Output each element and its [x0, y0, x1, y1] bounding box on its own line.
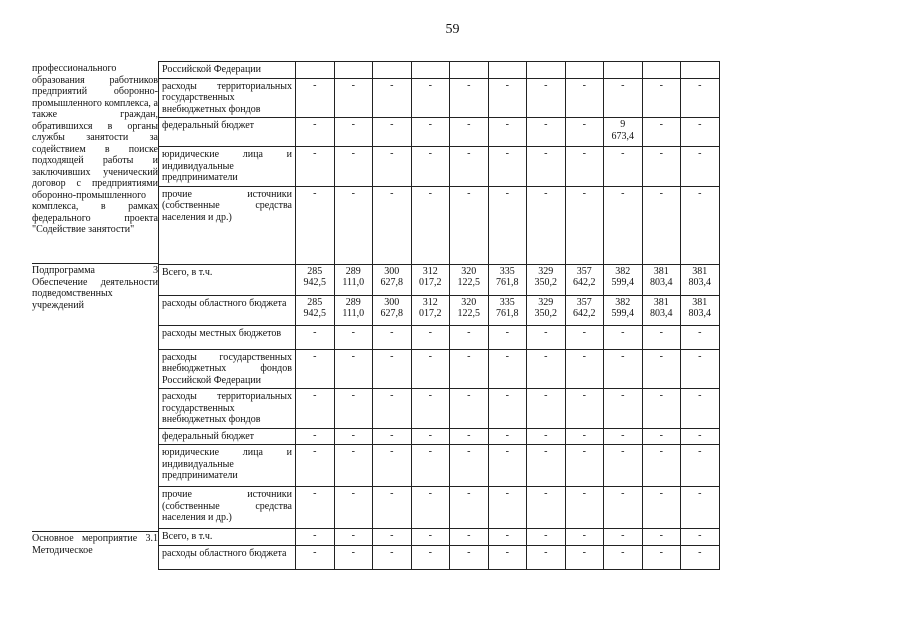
funding-source-cell: прочие источники (собственные средства населения и др.) [159, 487, 296, 529]
value-cell [488, 62, 527, 79]
value-cell: - [296, 445, 335, 487]
value-cell: - [296, 389, 335, 429]
value-cell: - [527, 428, 566, 445]
table-row [159, 264, 720, 295]
value-cell: - [450, 529, 489, 546]
funding-source-cell: Российской Федерации [159, 62, 296, 79]
value-cell: - [681, 545, 720, 569]
value-cell: - [565, 325, 604, 349]
value-cell: - [373, 147, 412, 187]
value-cell: - [373, 445, 412, 487]
funding-source-cell: расходы местных бюджетов [159, 325, 296, 349]
value-cell: - [411, 349, 450, 389]
value-cell: - [604, 445, 643, 487]
value-cell: - [527, 487, 566, 529]
value-cell: - [642, 118, 681, 147]
value-cell: - [565, 78, 604, 118]
value-cell: - [411, 445, 450, 487]
value-cell: - [411, 389, 450, 429]
funding-source-cell: расходы областного бюджета [159, 545, 296, 569]
value-cell: - [604, 529, 643, 546]
value-cell: - [527, 529, 566, 546]
value-cell: - [450, 445, 489, 487]
value-cell: - [642, 445, 681, 487]
value-cell: - [373, 389, 412, 429]
value-cell: - [411, 428, 450, 445]
value-cell: 312 017,2 [411, 264, 450, 295]
value-cell: - [334, 445, 373, 487]
table-row [159, 62, 720, 79]
value-cell: - [488, 186, 527, 264]
value-cell: - [604, 147, 643, 187]
table-row [159, 147, 720, 187]
funding-source-cell: Всего, в т.ч. [159, 264, 296, 295]
value-cell: - [488, 147, 527, 187]
value-cell: - [373, 487, 412, 529]
value-cell: - [334, 349, 373, 389]
value-cell: - [488, 487, 527, 529]
value-cell: 329 350,2 [527, 295, 566, 325]
page-number: 59 [445, 22, 460, 37]
value-cell: - [450, 78, 489, 118]
value-cell: - [642, 389, 681, 429]
program-title: Основное мероприятие 3.1 Методическое [32, 533, 158, 556]
table-row [159, 389, 720, 429]
table-row [159, 186, 720, 264]
value-cell: - [334, 529, 373, 546]
value-cell: - [488, 445, 527, 487]
value-cell: 381 803,4 [681, 295, 720, 325]
value-cell: - [296, 349, 335, 389]
value-cell: - [296, 487, 335, 529]
value-cell: - [681, 78, 720, 118]
funding-source-cell: расходы государственных внебюджетных фондов Российской Федерации [159, 349, 296, 389]
budget-table [158, 61, 720, 570]
table-row [159, 428, 720, 445]
value-cell: - [450, 487, 489, 529]
value-cell: - [565, 529, 604, 546]
value-cell: - [488, 325, 527, 349]
value-cell: - [681, 428, 720, 445]
value-cell: - [642, 147, 681, 187]
value-cell: - [411, 529, 450, 546]
value-cell: 312 017,2 [411, 295, 450, 325]
value-cell: - [565, 445, 604, 487]
value-cell: - [411, 78, 450, 118]
value-cell: - [450, 186, 489, 264]
table-row [159, 118, 720, 147]
value-cell: - [604, 186, 643, 264]
value-cell: - [488, 428, 527, 445]
value-cell: - [527, 545, 566, 569]
value-cell: - [681, 186, 720, 264]
table-row [159, 78, 720, 118]
funding-source-cell: расходы территориальных государственных внебюджетных фондов [159, 78, 296, 118]
value-cell: - [642, 545, 681, 569]
value-cell: - [488, 78, 527, 118]
funding-source-cell: юридические лица и индивидуальные предприниматели [159, 147, 296, 187]
value-cell: - [642, 487, 681, 529]
value-cell: - [527, 325, 566, 349]
value-cell: - [681, 529, 720, 546]
value-cell: - [411, 118, 450, 147]
table-row [159, 529, 720, 546]
value-cell: - [565, 428, 604, 445]
value-cell: - [604, 545, 643, 569]
value-cell: - [373, 529, 412, 546]
funding-source-cell: расходы территориальных государственных внебюджетных фондов [159, 389, 296, 429]
value-cell: - [373, 78, 412, 118]
value-cell: - [681, 487, 720, 529]
value-cell: - [642, 349, 681, 389]
value-cell: - [604, 389, 643, 429]
value-cell [565, 62, 604, 79]
value-cell: 335 761,8 [488, 264, 527, 295]
funding-source-cell: федеральный бюджет [159, 118, 296, 147]
value-cell: - [450, 118, 489, 147]
funding-source-cell: прочие источники (собственные средства населения и др.) [159, 186, 296, 264]
value-cell: - [373, 349, 412, 389]
value-cell: 289 111,0 [334, 295, 373, 325]
value-cell: - [411, 325, 450, 349]
table-row [159, 349, 720, 389]
value-cell: 357 642,2 [565, 264, 604, 295]
value-cell: - [604, 325, 643, 349]
value-cell: 382 599,4 [604, 264, 643, 295]
value-cell: - [334, 428, 373, 445]
value-cell: 285 942,5 [296, 264, 335, 295]
value-cell: - [565, 545, 604, 569]
value-cell: - [334, 487, 373, 529]
value-cell: 329 350,2 [527, 264, 566, 295]
value-cell: - [411, 186, 450, 264]
value-cell: - [527, 445, 566, 487]
table-row [159, 325, 720, 349]
value-cell: 320 122,5 [450, 264, 489, 295]
value-cell: - [681, 349, 720, 389]
table-row [159, 545, 720, 569]
value-cell: 357 642,2 [565, 295, 604, 325]
value-cell: - [565, 349, 604, 389]
funding-source-cell: федеральный бюджет [159, 428, 296, 445]
value-cell: 289 111,0 [334, 264, 373, 295]
value-cell: - [527, 186, 566, 264]
value-cell: - [565, 487, 604, 529]
value-cell: - [565, 118, 604, 147]
value-cell: - [411, 545, 450, 569]
value-cell [411, 62, 450, 79]
row-divider [32, 531, 158, 532]
value-cell [681, 62, 720, 79]
funding-source-cell: Всего, в т.ч. [159, 529, 296, 546]
value-cell: - [527, 389, 566, 429]
value-cell [334, 62, 373, 79]
value-cell: - [488, 529, 527, 546]
value-cell: - [373, 325, 412, 349]
value-cell: - [334, 78, 373, 118]
value-cell: - [681, 147, 720, 187]
value-cell: - [681, 325, 720, 349]
value-cell: - [527, 349, 566, 389]
funding-source-cell: юридические лица и индивидуальные предприниматели [159, 445, 296, 487]
value-cell: 300 627,8 [373, 264, 412, 295]
value-cell: - [565, 186, 604, 264]
value-cell: 381 803,4 [681, 264, 720, 295]
value-cell: - [334, 389, 373, 429]
value-cell: - [604, 428, 643, 445]
value-cell: - [296, 78, 335, 118]
value-cell: - [642, 78, 681, 118]
value-cell: - [527, 147, 566, 187]
value-cell: 285 942,5 [296, 295, 335, 325]
value-cell: - [604, 78, 643, 118]
value-cell: - [450, 389, 489, 429]
value-cell: 335 761,8 [488, 295, 527, 325]
value-cell: - [334, 186, 373, 264]
value-cell [604, 62, 643, 79]
value-cell: - [604, 487, 643, 529]
value-cell: - [527, 78, 566, 118]
value-cell: 381 803,4 [642, 264, 681, 295]
value-cell: - [296, 529, 335, 546]
value-cell: - [296, 147, 335, 187]
value-cell: - [450, 325, 489, 349]
value-cell: - [642, 529, 681, 546]
value-cell: - [681, 389, 720, 429]
value-cell: 300 627,8 [373, 295, 412, 325]
value-cell: - [642, 186, 681, 264]
value-cell: - [488, 118, 527, 147]
value-cell: - [450, 147, 489, 187]
value-cell: - [373, 545, 412, 569]
value-cell: 381 803,4 [642, 295, 681, 325]
table-row [159, 295, 720, 325]
table-row [159, 445, 720, 487]
value-cell [373, 62, 412, 79]
value-cell [296, 62, 335, 79]
value-cell: - [296, 325, 335, 349]
value-cell: - [488, 545, 527, 569]
value-cell: - [334, 545, 373, 569]
value-cell: - [527, 118, 566, 147]
value-cell: 320 122,5 [450, 295, 489, 325]
value-cell [450, 62, 489, 79]
value-cell: - [450, 428, 489, 445]
program-title: профессионального образования работников предприятий оборонно-промышленного комплекса, а также граждан, обратившихся в органы службы занятости за содействием в поиске подходящей работы и заключивших ученический договор с предприятиями оборонно-промышленного комплекса, в рамках федерального проекта "Содействие занятости" [32, 63, 158, 235]
value-cell: - [373, 186, 412, 264]
value-cell: - [681, 445, 720, 487]
value-cell: - [565, 389, 604, 429]
funding-source-cell: расходы областного бюджета [159, 295, 296, 325]
value-cell: - [334, 147, 373, 187]
value-cell: 9 673,4 [604, 118, 643, 147]
row-divider [32, 263, 158, 264]
value-cell [527, 62, 566, 79]
value-cell: - [296, 186, 335, 264]
value-cell: - [296, 428, 335, 445]
value-cell: - [488, 389, 527, 429]
value-cell: - [450, 349, 489, 389]
value-cell: - [373, 428, 412, 445]
value-cell: - [411, 487, 450, 529]
value-cell: - [604, 349, 643, 389]
value-cell: - [296, 118, 335, 147]
value-cell: - [642, 325, 681, 349]
value-cell [642, 62, 681, 79]
value-cell: 382 599,4 [604, 295, 643, 325]
value-cell: - [373, 118, 412, 147]
value-cell: - [565, 147, 604, 187]
value-cell: - [334, 325, 373, 349]
value-cell: - [296, 545, 335, 569]
value-cell: - [642, 428, 681, 445]
value-cell: - [334, 118, 373, 147]
value-cell: - [450, 545, 489, 569]
program-title: Подпрограмма 3 Обеспечение деятельности подведомственных учреждений [32, 265, 158, 311]
table-row [159, 487, 720, 529]
value-cell: - [681, 118, 720, 147]
value-cell: - [411, 147, 450, 187]
value-cell: - [488, 349, 527, 389]
